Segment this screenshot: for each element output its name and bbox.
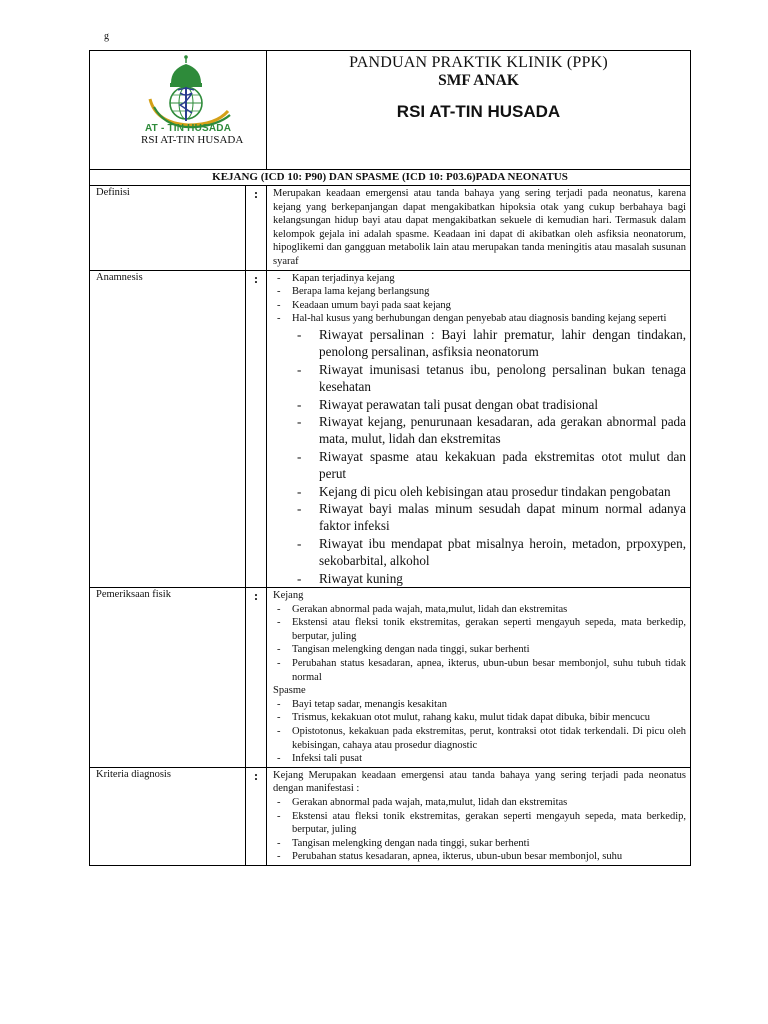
list-item: - Kejang di picu oleh kebisingan atau prosedur tindakan pengobatan [273,483,686,500]
list-item: - Opistotonus, kekakuan pada ekstremitas, perut, kontraksi otot tidak terkendali. Di picu oleh kebisingan, cahaya atau prosedur diagnostic [273,725,686,752]
header-row [90,51,691,170]
pemeriksaan-content [267,588,691,768]
section-anamnesis [90,270,691,587]
section-label: Definisi [90,186,246,271]
list-item: - Bayi tetap sadar, menangis kesakitan [273,698,686,712]
list-item: - Riwayat spasme atau kekakuan pada ekstremitas otot mulut dan perut [273,448,686,483]
definisi-text: Merupakan keadaan emergensi atau tanda bahaya yang sering terjadi pada neonatus, karena kejang yang berkepanjangan dapat mengakibatkan hipoksia otak yang cukup berbahaya bagi kelangsungan hidup bayi atau dapat mengakibatkan sekuele di kemudian hari. Termasuk dalam kelompok gejala ini adalah spasme. Keadaan ini dapat di akibatkan oleh asfiksia neonatorum, hipoglikemi dan gangguan metabolik lain atau merupakan tanda meningitis atau masalah susunan syaraf [267,186,691,271]
anamnesis-sublist [273,326,686,587]
list-item: - Perubahan status kesadaran, apnea, ikterus, ubun-ubun besar membonjol, suhu tubuh tidak normal [273,657,686,684]
list-item: - Riwayat imunisasi tetanus ibu, penolong persalinan bukan tenaga kesehatan [273,361,686,396]
kejang-heading: Kejang [273,590,304,602]
department-title: SMF ANAK [438,72,519,89]
kriteria-content [267,767,691,865]
list-item: - Trismus, kekakuan otot mulut, rahang kaku, mulut tidak dapat dibuka, bibir mencucu [273,711,686,725]
colon: : [246,186,267,271]
section-definisi [90,186,691,271]
list-item: - Riwayat kejang, penurunaan kesadaran, ada gerakan abnormal pada mata, mulut, lidah dan ekstremitas [273,413,686,448]
logo-caption: RSI AT-TIN HUSADA [141,134,244,146]
section-kriteria [90,767,691,865]
colon: : [246,767,267,865]
list-item: - Ekstensi atau fleksi tonik ekstremitas, gerakan seperti mengayuh sepeda, mata berkedip, berputar, juling [273,616,686,643]
section-label: Pemeriksaan fisik [90,588,246,768]
list-item: - Gerakan abnormal pada wajah, mata,mulut, lidah dan ekstremitas [273,603,686,617]
list-item: - Gerakan abnormal pada wajah, mata,mulut, lidah dan ekstremitas [273,796,686,810]
corner-mark: g [104,31,109,42]
kriteria-intro: Kejang Merupakan keadaan emergensi atau tanda bahaya yang sering terjadi pada neonatus dengan manifestasi : [273,769,686,795]
colon: : [246,588,267,768]
section-label: Kriteria diagnosis [90,767,246,865]
title-cell [267,51,691,170]
logo-wordmark: AT - TIN HUSADA [145,123,232,134]
colon: : [246,270,267,587]
list-item: - Ekstensi atau fleksi tonik ekstremitas, gerakan seperti mengayuh sepeda, mata berkedip, berputar, juling [273,810,686,837]
list-item: - Riwayat perawatan tali pusat dengan obat tradisional [273,396,686,413]
spasme-list [273,698,686,766]
kriteria-list [273,796,686,864]
list-item: - Infeksi tali pusat [273,752,686,766]
list-item: - Keadaan umum bayi pada saat kejang [273,299,686,313]
list-item: - Kapan terjadinya kejang [273,272,686,286]
ppk-table [89,50,691,866]
hospital-name: RSI AT-TIN HUSADA [396,102,561,121]
logo-cell [90,51,267,170]
list-item: - Riwayat kuning [273,570,686,587]
topic-row [90,170,691,186]
list-item: - Riwayat persalinan : Bayi lahir prematur, lahir dengan tindakan, penolong persalinan, asfiksia neonatorum [273,326,686,361]
list-item: - Tangisan melengking dengan nada tinggi, sukar berhenti [273,837,686,851]
list-item: - Tangisan melengking dengan nada tinggi, sukar berhenti [273,643,686,657]
list-item: - Riwayat ibu mendapat pbat misalnya heroin, metadon, prpoxypen, sekobarbital, alkohol [273,535,686,570]
spasme-heading: Spasme [273,685,306,697]
anamnesis-list [273,272,686,326]
topic-heading: KEJANG (ICD 10: P90) DAN SPASME (ICD 10: P03.6)PADA NEONATUS [90,170,691,186]
list-item: - Perubahan status kesadaran, apnea, ikterus, ubun-ubun besar membonjol, suhu [273,850,686,864]
section-pemeriksaan [90,588,691,768]
list-item: - Hal-hal kusus yang berhubungan dengan penyebab atau diagnosis banding kejang seperti [273,312,686,326]
kejang-list [273,603,686,685]
anamnesis-content [267,270,691,587]
document-title: PANDUAN PRAKTIK KLINIK (PPK) [349,54,608,71]
list-item: - Riwayat bayi malas minum sesudah dapat minum normal adanya faktor infeksi [273,500,686,535]
section-label: Anamnesis [90,270,246,587]
list-item: - Berapa lama kejang berlangsung [273,285,686,299]
